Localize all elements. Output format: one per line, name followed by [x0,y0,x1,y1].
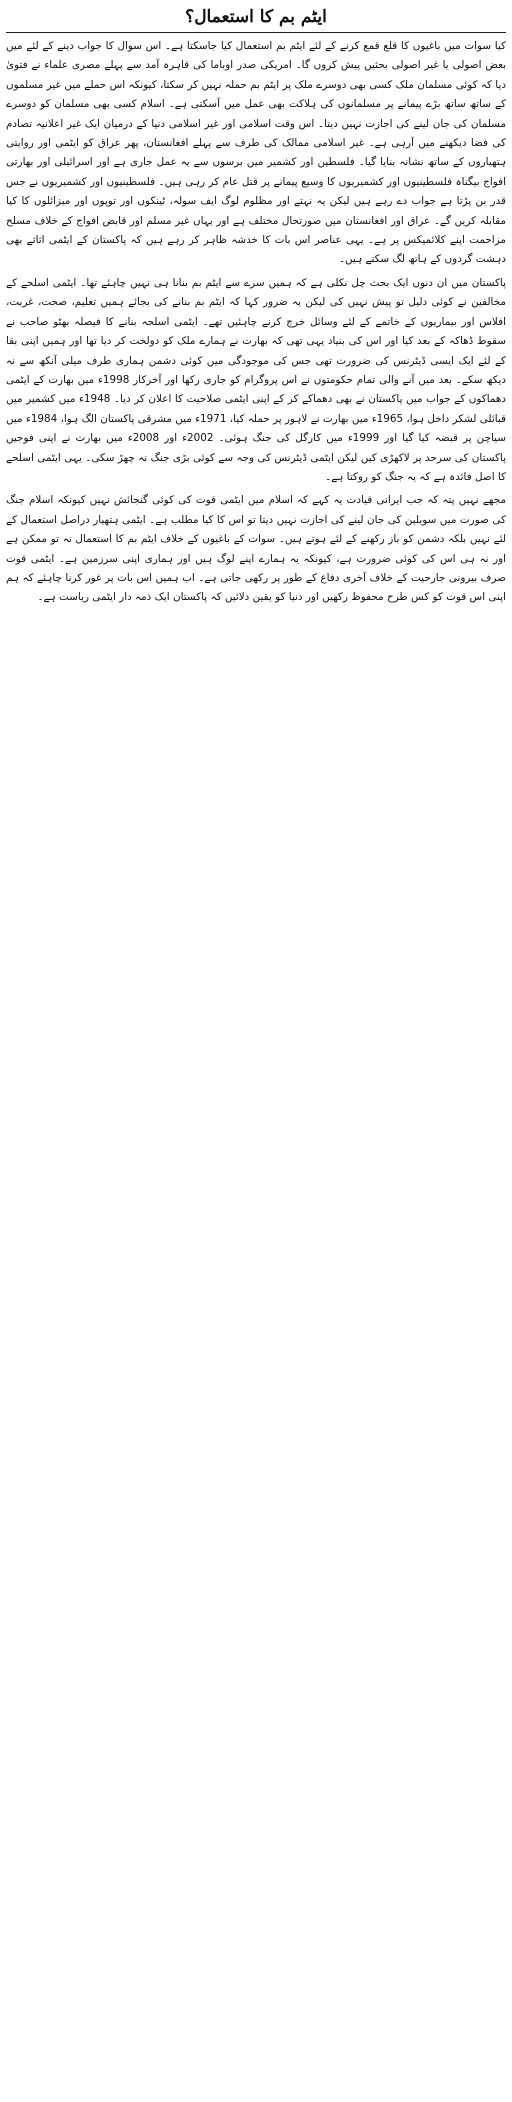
article-paragraph: مجھے نہیں پتہ کہ جب ایرانی قیادت یہ کہے کہ اسلام میں ایٹمی قوت کی کوئی گنجائش نہیں کیونکہ اسلام جنگ کی صورت میں سویلین کی جان لینے کی اجازت نہیں دیتا تو اس کا کیا مطلب ہے۔ ایٹمی ہتھیار دراصل استعمال کے لئے نہیں بلکہ دشمن کو باز رکھنے کے لئے ہوتے ہیں۔ سوات کے باغیوں کے خلاف ایٹم بم کا استعمال نہ تو ممکن ہے اور نہ ہی اس کی کوئی ضرورت ہے، کیونکہ یہ ہمارے اپنے لوگ ہیں اور ہماری اپنی سرزمین ہے۔ ایٹمی قوت صرف بیرونی جارحیت کے خلاف آخری دفاع کے طور پر رکھی جاتی ہے۔ اب ہمیں اس بات پر غور کرنا چاہئے کہ ہم اپنی اس قوت کو کس طرح محفوظ رکھیں اور دنیا کو یقین دلائیں کہ پاکستان ایک ذمہ دار ایٹمی ریاست ہے۔ [6,494,506,604]
article-headline: ایٹم بم کا استعمال؟ [6,6,506,33]
article-paragraph: پاکستان میں ان دنوں ایک بحث چل نکلی ہے کہ ہمیں سرے سے ایٹم بم بنانا ہی نہیں چاہئے تھا۔ ایٹمی اسلحے کے مخالفین نے کوئی دلیل تو پیش نہیں کی لیکن یہ ضرور کہا کہ ایٹم بم بنانے کی بجائے ہمیں تعلیم، صحت، غربت، افلاس اور بیماریوں کے خاتمے کے لئے وسائل خرچ کرنے چاہئیں تھے۔ ایٹمی اسلحہ بنانے کا فیصلہ بھٹو صاحب نے سقوط ڈھاکہ کے بعد کیا اور اس کی بنیاد یہی تھی کہ بھارت نے ہمارے ملک کو دولخت کر دیا تھا اور ہمیں اپنی بقا کے لئے ایک ایسی ڈیٹرنس کی ضرورت تھی جس کی موجودگی میں کوئی دشمن ہماری طرف میلی آنکھ سے نہ دیکھ سکے۔ بعد میں آنے والی تمام حکومتوں نے اس پروگرام کو جاری رکھا اور آخرکار 1998ء میں بھارت کے ایٹمی دھماکوں کے جواب میں پاکستان نے بھی دھماکے کر کے اپنی ایٹمی صلاحیت کا اعلان کر دیا۔ 1948ء میں کشمیر میں قبائلی لشکر داخل ہوا، 1965ء میں بھارت نے لاہور پر حملہ کیا، 1971ء میں مشرقی پاکستان الگ ہوا، 1984ء میں سیاچن پر قبضہ کیا گیا اور 1999ء میں کارگل کی جنگ ہوئی۔ 2002ء اور 2008ء میں بھارت نے اپنی فوجیں پاکستان کی سرحد پر لاکھڑی کیں لیکن ایٹمی ڈیٹرنس کی وجہ سے کوئی بڑی جنگ نہ چھڑ سکی۔ یہی ایٹمی اسلحے کا اصل فائدہ ہے کہ یہ جنگ کو روکتا ہے۔ [6,276,506,483]
article-paragraph: کیا سوات میں باغیوں کا قلع قمع کرنے کے لئے ایٹم بم استعمال کیا جاسکتا ہے۔ اس سوال کا جواب دینے کے لئے میں بعض اصولی یا غیر اصولی بحثیں پیش کروں گا۔ امریکی صدر اوباما کی قاہرہ آمد سے پہلے مصری علماء نے فتویٰ دیا کہ کوئی مسلمان ملک کسی بھی دوسرے ملک پر ایٹم بم حملہ نہیں کر سکتا، کیونکہ اس حملے میں غیر مسلموں کے ساتھ ساتھ بڑے پیمانے پر مسلمانوں کی ہلاکت بھی عمل میں آسکتی ہے۔ اسلام کسی بھی مسلمان کو دوسرے مسلمان کی جان لینے کی اجازت نہیں دیتا۔ اس وقت اسلامی اور غیر اسلامی دنیا کے درمیان ایک غیر اعلانیہ تصادم کی فضا دیکھنے میں آرہی ہے۔ غیر اسلامی ممالک کی طرف سے پہلے افغانستان، پھر عراق کو ایٹمی اور روایتی ہتھیاروں کے ساتھ نشانہ بنایا گیا۔ فلسطین اور کشمیر میں برسوں سے یہ عمل جاری ہے اور اسرائیلی اور بھارتی افواج بیگناہ فلسطینیوں اور کشمیریوں کا وسیع پیمانے پر قتل عام کر رہی ہیں۔ فلسطینیوں اور کشمیریوں نے جس قدر بن پڑتا ہے جواب دے رہے ہیں لیکن یہ نہتے اور مظلوم لوگ ایف سولہ، ٹینکوں اور توپوں اور میزائلوں کا کیا مقابلہ کریں گے۔ عراق اور افغانستان میں صورتحال مختلف ہے اور یہاں غیر مسلم اور قابض افواج کے خلاف مسلح مزاحمت اپنے کلائمیکس پر ہے۔ یہی عناصر اس بات کا خدشہ ظاہر کر رہے ہیں کہ پاکستان کے ایٹمی اثاثے بھی دہشت گردوں کے ہاتھ لگ سکتے ہیں۔ [6,40,506,266]
article-body [6,37,506,608]
